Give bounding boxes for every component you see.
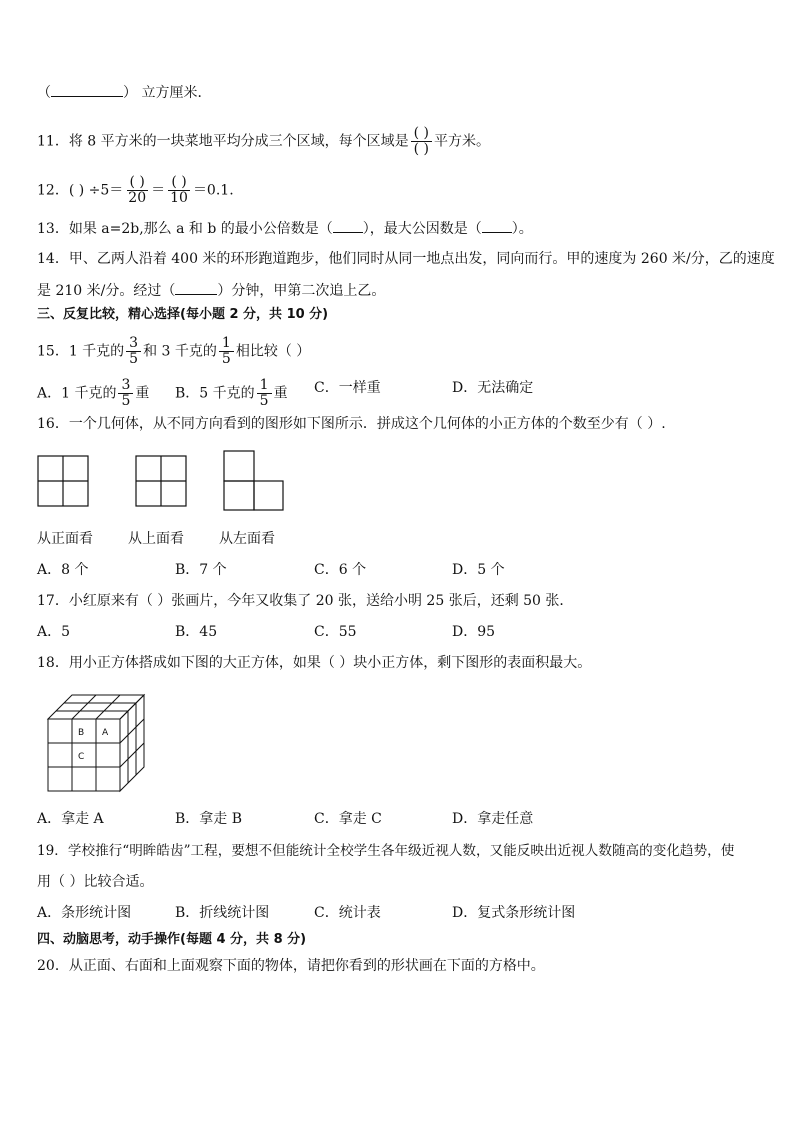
q17-option-b[interactable]: B．45 [175, 624, 218, 640]
section-4-heading: 四、动脑思考，动手操作(每题 4 分，共 8 分) [37, 932, 307, 947]
answer-blank-gcd[interactable] [482, 218, 512, 233]
q16-option-c[interactable]: C．6 个 [314, 562, 367, 578]
q18-option-c[interactable]: C．拿走 C [314, 811, 382, 827]
q18-option-a[interactable]: A．拿走 A [37, 811, 104, 827]
question-11: 11．将 8 平方米的一块菜地平均分成三个区域，每个区域是 $\frac{( )}{( )}$ 平方米。 [37, 125, 490, 157]
caption-top-view: 从上面看 [128, 531, 184, 547]
q18-option-d[interactable]: D．拿走任意 [452, 811, 534, 827]
cube-figure [45, 693, 157, 797]
question-19-line1: 19．学校推行“明眸皓齿”工程，要想不但能统计全校学生各年级近视人数，又能反映出近视人数随高的变化趋势，使 [37, 843, 735, 859]
caption-front-view: 从正面看 [37, 531, 93, 547]
q16-option-a[interactable]: A．8 个 [37, 562, 89, 578]
q19-option-b[interactable]: B．折线统计图 [175, 905, 270, 921]
caption-left-view: 从左面看 [219, 531, 275, 547]
q10-tail: （ ） 立方厘米． [37, 82, 211, 103]
question-19-line2: 用（ ）比较合适。 [37, 874, 154, 890]
cube-label-c: C [78, 752, 85, 762]
fraction-answer[interactable]: $\frac{( )}{( )}$ [411, 126, 432, 157]
q16-option-d[interactable]: D．5 个 [452, 562, 505, 578]
answer-blank-lcm[interactable] [333, 218, 363, 233]
left-view-figure [223, 450, 285, 512]
fraction: $\frac{3}{5}$ [118, 378, 133, 409]
q17-option-c[interactable]: C．55 [314, 624, 357, 640]
question-14-line2: 是 210 米/分。经过（ ）分钟，甲第二次追上乙。 [37, 280, 385, 301]
answer-blank[interactable] [51, 82, 123, 97]
q19-option-c[interactable]: C．统计表 [314, 905, 381, 921]
answer-blank[interactable] [175, 280, 217, 295]
q17-option-a[interactable]: A．5 [37, 624, 71, 640]
q18-option-b[interactable]: B．拿走 B [175, 811, 243, 827]
q19-option-d[interactable]: D．复式条形统计图 [452, 905, 576, 921]
q15-option-d[interactable]: D．无法确定 [452, 380, 534, 396]
question-17: 17．小红原来有（ ）张画片，今年又收集了 20 张，送给小明 25 张后，还剩 50 张． [37, 593, 574, 609]
question-18: 18．用小正方体搭成如下图的大正方体，如果（ ）块小正方体，剩下图形的表面积最大。 [37, 655, 592, 671]
q15-option-b[interactable]: B．5 千克的 $\frac{1}{5}$ 重 [175, 377, 288, 409]
q17-option-d[interactable]: D．95 [452, 624, 496, 640]
question-15: 15．1 千克的 $\frac{3}{5}$ 和 3 千克的 $\frac{1}{5}$ 相比较（ ） [37, 335, 311, 367]
fraction-3-5: $\frac{3}{5}$ [126, 336, 141, 367]
fraction-2[interactable]: $\frac{( )}{10}$ [170, 174, 188, 206]
fraction: $\frac{1}{5}$ [257, 378, 272, 409]
section-3-heading: 三、反复比较，精心选择(每小题 2 分，共 10 分) [37, 307, 329, 322]
question-16: 16．一个几何体，从不同方向看到的图形如下图所示．拼成这个几何体的小正方体的个数至少有（ ）. [37, 416, 666, 432]
q15-option-a[interactable]: A．1 千克的 $\frac{3}{5}$ 重 [37, 377, 150, 409]
q15-option-c[interactable]: C．一样重 [314, 380, 381, 396]
top-view-figure [135, 455, 187, 507]
question-13: 13．如果 a=2b,那么 a 和 b 的最小公倍数是（ ），最大公因数是（ ）。 [37, 218, 533, 239]
fraction-1[interactable]: $\frac{( )}{20}$ [128, 174, 147, 206]
question-20: 20．从正面、右面和上面观察下面的物体，请把你看到的形状画在下面的方格中。 [37, 958, 545, 974]
question-14-line1: 14．甲、乙两人沿着 400 米的环形跑道跑步，他们同时从同一地点出发，同向而行。甲的速度为 260 米/分，乙的速度 [37, 251, 775, 267]
fraction-1-5: $\frac{1}{5}$ [219, 336, 234, 367]
cube-label-b: B [78, 728, 85, 738]
cube-label-a: A [102, 728, 109, 738]
front-view-figure [37, 455, 89, 507]
q19-option-a[interactable]: A．条形统计图 [37, 905, 132, 921]
question-12: 12．( ) ÷5＝ $\frac{( )}{20}$ ＝ $\frac{( )}{10}$ ＝0.1. [37, 174, 234, 206]
q16-option-b[interactable]: B．7 个 [175, 562, 227, 578]
